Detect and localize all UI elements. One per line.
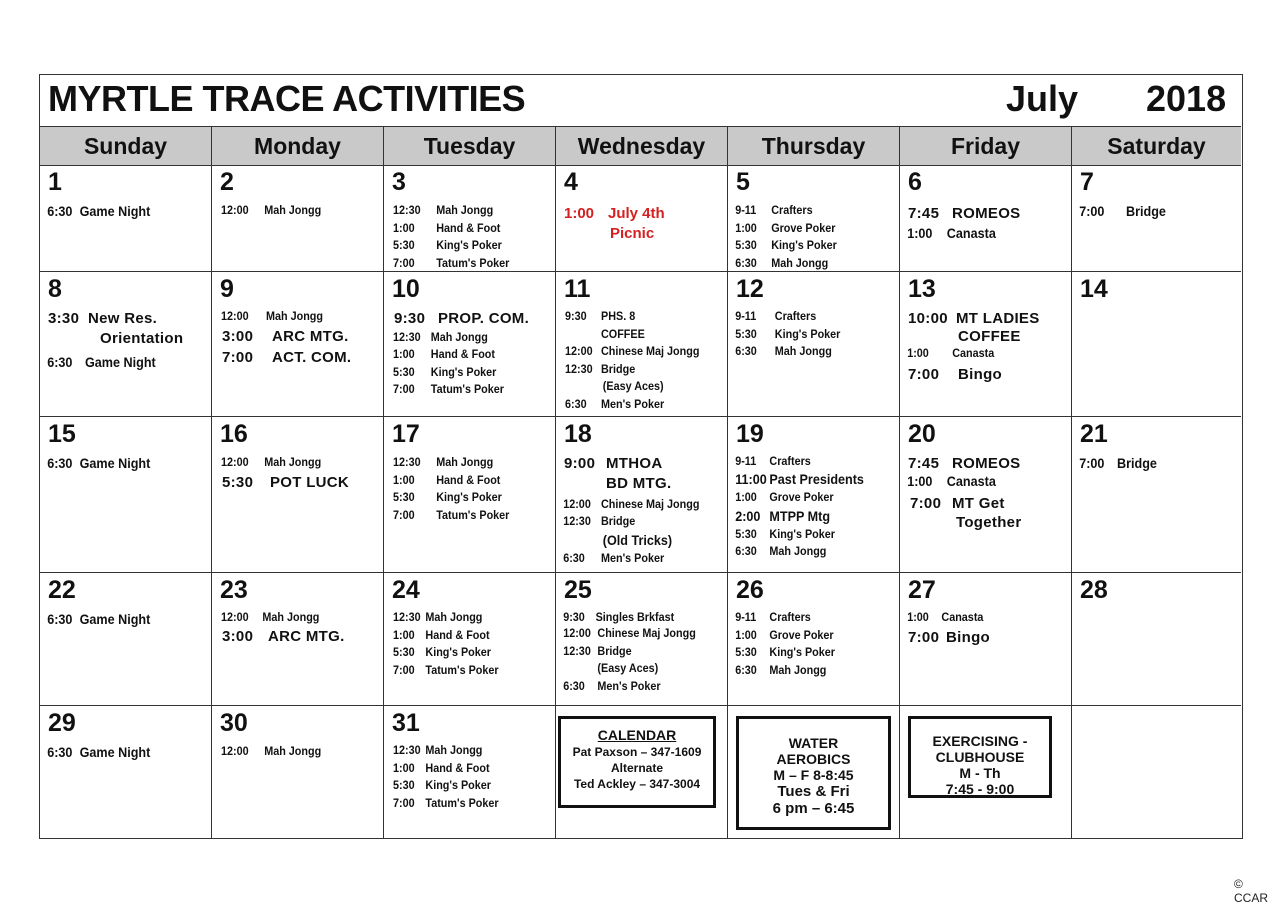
event-name: King's Poker [436, 490, 502, 504]
event-time: 12:00 [221, 610, 249, 624]
day-cell-6 [900, 165, 1072, 272]
event-time: 1:00 [393, 761, 415, 775]
page-title: MYRTLE TRACE ACTIVITIES [48, 78, 526, 119]
event-name: Grove Poker [769, 490, 834, 504]
day-number: 8 [48, 275, 62, 303]
event-name: ARC MTG. [272, 328, 349, 345]
event-time: 12:30 [393, 203, 421, 217]
calendar-contact-box [558, 716, 716, 808]
water-box-line5: 6 pm – 6:45 [772, 800, 855, 817]
event-name: Mah Jongg [769, 663, 827, 677]
event-time: 7:00 [393, 663, 415, 677]
event-name: PHS. 8 [601, 309, 636, 323]
event-name: Bridge [601, 514, 636, 528]
event-time: 9-11 [735, 309, 757, 323]
event-name: Tatum's Poker [430, 382, 504, 396]
day-header-sunday: Sunday [40, 127, 212, 165]
event-name: Men's Poker [601, 397, 665, 411]
day-cell-3 [384, 165, 556, 272]
day-header-friday: Friday [900, 127, 1072, 165]
day-cell-14 [1072, 272, 1241, 417]
event-time: 7:00 [393, 508, 415, 522]
day-number: 23 [220, 576, 248, 604]
event-time: 7:00 [393, 382, 415, 396]
day-cell-26 [728, 573, 900, 706]
water-box-line1: WATER [788, 735, 839, 751]
event-time: 11:00 [735, 471, 767, 487]
event-time: 12:30 [393, 610, 421, 624]
day-cell-16 [212, 417, 384, 573]
event-name: King's Poker [774, 327, 841, 341]
event-time: 12:00 [221, 203, 249, 217]
event-name: Grove Poker [771, 221, 836, 235]
event-time: 6:30 [735, 344, 757, 358]
water-box-line2: AEROBICS [776, 751, 851, 767]
event-time: 12:30 [563, 514, 591, 528]
day-cell-15 [40, 417, 212, 573]
event-name: Mah Jongg [262, 610, 320, 624]
event-name: ROMEOS [952, 205, 1021, 222]
event-time: 3:30 [48, 310, 80, 327]
event-time: 6:30 [47, 354, 73, 370]
event-name: Tatum's Poker [436, 256, 510, 270]
event-name: Game Night [79, 203, 151, 219]
calendar-box-line1: Pat Paxson – 347-1609 [572, 745, 702, 759]
event-name: King's Poker [769, 527, 835, 541]
event-time: 5:30 [735, 527, 757, 541]
exercise-box-line2: CLUBHOUSE [935, 749, 1025, 765]
event-time: 5:30 [393, 238, 415, 252]
ccar-watermark: © CCAR [1234, 877, 1269, 905]
event-name: Mah Jongg [264, 203, 322, 217]
day-number: 19 [736, 420, 764, 448]
event-time: 5:30 [735, 238, 757, 252]
day-number: 13 [908, 275, 936, 303]
event-time: 6:30 [47, 744, 73, 760]
event-name: Game Night [79, 611, 151, 627]
event-name: Together [956, 514, 1022, 531]
day-cell-1 [40, 165, 212, 272]
event-time: 1:00 [907, 610, 929, 624]
event-name: Bridge [1117, 455, 1157, 471]
day-cell-12 [728, 272, 900, 417]
day-number: 2 [220, 168, 234, 196]
event-time: 6:30 [735, 663, 757, 677]
event-name: Mah Jongg [264, 744, 322, 758]
event-name: Mah Jongg [436, 203, 494, 217]
day-number: 29 [48, 709, 76, 737]
day-number: 30 [220, 709, 248, 737]
day-number: 10 [392, 275, 420, 303]
event-time: 7:45 [908, 205, 940, 222]
day-number: 4 [564, 168, 578, 196]
day-number: 16 [220, 420, 248, 448]
event-time: 6:30 [47, 203, 73, 219]
event-name: King's Poker [425, 778, 491, 792]
event-name: Game Night [79, 744, 151, 760]
event-name: Chinese Maj Jongg [601, 344, 700, 358]
day-cell-22 [40, 573, 212, 706]
event-name: Tatum's Poker [436, 508, 510, 522]
day-cell-17 [384, 417, 556, 573]
day-cell-28 [1072, 573, 1241, 706]
event-name: Hand & Foot [425, 761, 490, 775]
event-name: Canasta [946, 473, 996, 489]
month-label: July [1006, 78, 1079, 119]
day-cell-21 [1072, 417, 1241, 573]
event-time: 1:00 [393, 628, 415, 642]
event-name: New Res. [88, 310, 158, 327]
day-number: 24 [392, 576, 420, 604]
event-name: Hand & Foot [436, 221, 501, 235]
event-time: 7:00 [393, 796, 415, 810]
day-header-monday: Monday [212, 127, 384, 165]
day-number: 3 [392, 168, 406, 196]
event-time: 12:00 [563, 497, 591, 511]
day-header-tuesday: Tuesday [384, 127, 556, 165]
event-name: Men's Poker [601, 551, 665, 565]
day-cell-4 [556, 165, 728, 272]
day-number: 15 [48, 420, 76, 448]
event-time: 12:30 [565, 362, 593, 376]
event-time: 1:00 [907, 225, 933, 241]
calendar-box-line2: Alternate [610, 761, 663, 775]
event-name: Men's Poker [597, 679, 661, 693]
day-number: 21 [1080, 420, 1108, 448]
day-number: 12 [736, 275, 764, 303]
event-time: 5:30 [393, 778, 415, 792]
event-name: Crafters [771, 203, 813, 217]
event-name: (Old Tricks) [602, 532, 673, 548]
event-name: Game Night [79, 455, 151, 471]
event-time: 7:00 [222, 349, 254, 366]
event-name: Mah Jongg [774, 344, 832, 358]
event-name: PROP. COM. [438, 310, 530, 327]
exercising-box [908, 716, 1052, 798]
event-name: Mah Jongg [425, 743, 483, 757]
year-label: 2018 [1146, 78, 1227, 119]
calendar-box-line3: Ted Ackley – 347-3004 [573, 777, 701, 791]
event-time: 12:30 [563, 644, 591, 658]
day-cell-18 [556, 417, 728, 573]
day-number: 26 [736, 576, 764, 604]
event-time: 7:00 [910, 495, 942, 512]
day-number: 27 [908, 576, 936, 604]
day-header-thursday: Thursday [728, 127, 900, 165]
event-time: 3:00 [222, 628, 254, 645]
event-time: 2:00 [735, 508, 761, 524]
event-time: 12:30 [393, 330, 421, 344]
event-name: COFFEE [601, 327, 645, 341]
event-name: Bridge [601, 362, 636, 376]
event-time: 7:00 [908, 366, 940, 383]
event-name: Crafters [769, 610, 811, 624]
event-time: 7:00 [1079, 455, 1105, 471]
day-cell-9 [212, 272, 384, 417]
event-time: 9:00 [564, 455, 596, 472]
day-number: 20 [908, 420, 936, 448]
event-time: 9-11 [735, 610, 757, 624]
calendar-box-title: CALENDAR [597, 727, 677, 743]
event-time: 9-11 [735, 203, 757, 217]
event-time: 12:00 [221, 455, 249, 469]
event-name: Tatum's Poker [425, 796, 499, 810]
event-time: 1:00 [735, 628, 757, 642]
calendar [39, 74, 1243, 839]
day-number: 6 [908, 168, 922, 196]
event-time: 6:30 [735, 256, 757, 270]
event-name: Mah Jongg [425, 610, 483, 624]
event-name: Grove Poker [769, 628, 834, 642]
event-time: 10:00 [908, 310, 948, 327]
day-cell-27 [900, 573, 1072, 706]
event-name: Crafters [774, 309, 817, 323]
day-cell-29 [40, 706, 212, 839]
day-cell-13 [900, 272, 1072, 417]
event-time: 7:00 [908, 629, 940, 646]
water-aerobics-box [736, 716, 891, 830]
event-name: Mah Jongg [771, 256, 829, 270]
day-number: 25 [564, 576, 592, 604]
event-name: King's Poker [771, 238, 837, 252]
day-cell-11 [556, 272, 728, 417]
event-time: 6:30 [563, 679, 585, 693]
event-time: 1:00 [907, 473, 933, 489]
event-name: ARC MTG. [268, 628, 345, 645]
event-time: 3:00 [222, 328, 254, 345]
event-name: MTHOA [606, 455, 663, 472]
event-time: 1:00 [735, 221, 757, 235]
event-time: 9:30 [565, 309, 587, 323]
event-name: Picnic [610, 225, 655, 242]
event-name: ACT. COM. [272, 349, 352, 366]
event-time: 9:30 [394, 310, 426, 327]
event-name: COFFEE [958, 328, 1021, 345]
event-time: 1:00 [907, 346, 929, 360]
day-cell-19 [728, 417, 900, 573]
event-name: King's Poker [430, 365, 497, 379]
event-name: (Easy Aces) [602, 379, 664, 393]
day-cell-30 [212, 706, 384, 839]
title-bar [40, 75, 1241, 127]
event-time: 6:30 [563, 551, 585, 565]
event-time: 12:00 [565, 344, 593, 358]
event-name: Canasta [952, 346, 995, 360]
event-time: 7:00 [393, 256, 415, 270]
day-cell-31 [384, 706, 556, 839]
event-time: 12:00 [563, 626, 591, 640]
event-time: 6:30 [565, 397, 587, 411]
event-time: 7:45 [908, 455, 940, 472]
day-number: 22 [48, 576, 76, 604]
day-cell-8 [40, 272, 212, 417]
day-header-saturday: Saturday [1107, 133, 1206, 159]
event-time: 6:30 [735, 544, 757, 558]
event-name: MT LADIES [956, 310, 1040, 327]
event-time: 6:30 [47, 611, 73, 627]
event-name: Mah Jongg [266, 309, 323, 323]
event-time: 12:30 [393, 455, 421, 469]
event-name: Bingo [946, 629, 990, 646]
event-time: 9:30 [563, 610, 585, 624]
event-time: 12:00 [221, 309, 249, 323]
event-name: Bridge [597, 644, 632, 658]
event-name: POT LUCK [270, 474, 350, 491]
day-cell-7 [1072, 165, 1241, 272]
event-name: MT Get [952, 495, 1005, 512]
event-name: Mah Jongg [436, 455, 494, 469]
event-time: 5:30 [735, 327, 757, 341]
day-cell-24 [384, 573, 556, 706]
day-number: 18 [564, 420, 592, 448]
event-time: 5:30 [393, 365, 415, 379]
day-cell-5 [728, 165, 900, 272]
day-number: 7 [1080, 168, 1094, 196]
day-cell-2 [212, 165, 384, 272]
day-headers [40, 127, 1241, 166]
event-name: BD MTG. [606, 475, 672, 492]
day-number: 1 [48, 168, 62, 196]
day-number: 9 [220, 275, 234, 303]
water-box-line4: Tues & Fri [777, 783, 850, 800]
event-time: 5:30 [393, 490, 415, 504]
event-name: (Easy Aces) [597, 661, 659, 675]
day-cell-10 [384, 272, 556, 417]
event-name: Chinese Maj Jongg [601, 497, 700, 511]
water-box-line3: M – F 8-8:45 [773, 767, 854, 783]
day-number: 17 [392, 420, 420, 448]
event-time: 12:00 [221, 744, 249, 758]
event-time: 1:00 [393, 221, 415, 235]
event-name: Bridge [1126, 203, 1166, 219]
event-name: King's Poker [425, 645, 491, 659]
exercise-box-line4: 7:45 - 9:00 [945, 781, 1015, 797]
event-name: King's Poker [436, 238, 502, 252]
event-name: Hand & Foot [436, 473, 501, 487]
day-number: 11 [564, 275, 591, 303]
day-number: 14 [1080, 275, 1108, 303]
exercise-box-line3: M - Th [959, 765, 1001, 781]
event-name: Mah Jongg [430, 330, 488, 344]
day-header-wednesday: Wednesday [556, 127, 728, 165]
event-name: Mah Jongg [264, 455, 322, 469]
event-time: 6:30 [47, 455, 73, 471]
event-time: 1:00 [393, 473, 415, 487]
event-time: 1:00 [735, 490, 757, 504]
day-cell-25 [556, 573, 728, 706]
event-time: 5:30 [393, 645, 415, 659]
event-name: MTPP Mtg [769, 508, 831, 524]
event-name: ROMEOS [952, 455, 1021, 472]
event-name: Game Night [85, 354, 156, 370]
day-number: 5 [736, 168, 750, 196]
event-time: 7:00 [1079, 203, 1105, 219]
event-time: 1:00 [393, 347, 415, 361]
event-name: Crafters [769, 454, 811, 468]
event-name: Orientation [100, 330, 184, 347]
event-name: Canasta [941, 610, 984, 624]
day-number: 31 [392, 709, 420, 737]
day-cell-20 [900, 417, 1072, 573]
day-number: 28 [1080, 576, 1108, 604]
event-name: July 4th [608, 205, 665, 222]
event-name: King's Poker [769, 645, 835, 659]
event-name: Past Presidents [769, 471, 864, 487]
event-name: Bingo [958, 366, 1002, 383]
event-name: Mah Jongg [769, 544, 827, 558]
event-time: 5:30 [735, 645, 757, 659]
event-name: Hand & Foot [425, 628, 490, 642]
event-name: Singles Brkfast [595, 610, 675, 624]
day-cell-23 [212, 573, 384, 706]
event-name: Chinese Maj Jongg [597, 626, 696, 640]
event-name: Tatum's Poker [425, 663, 499, 677]
event-time: 1:00 [564, 205, 595, 222]
event-name: Hand & Foot [430, 347, 495, 361]
event-time: 9-11 [735, 454, 757, 468]
event-name: Canasta [946, 225, 996, 241]
exercise-box-line1: EXERCISING - [932, 733, 1028, 749]
empty-cell [1072, 706, 1241, 839]
event-time: 12:30 [393, 743, 421, 757]
event-time: 5:30 [222, 474, 254, 491]
